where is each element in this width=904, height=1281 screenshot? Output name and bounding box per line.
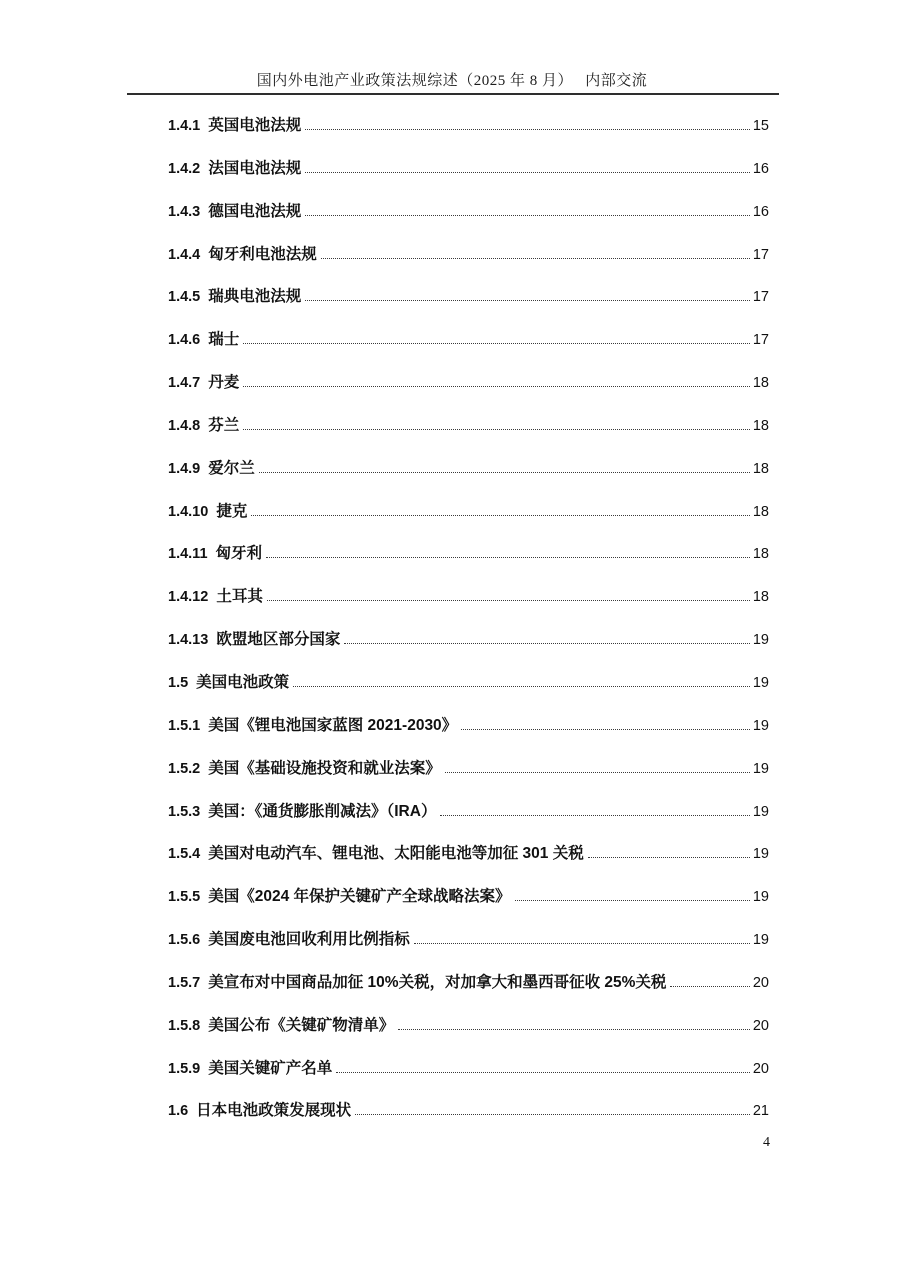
- toc-entry-page: 19: [752, 932, 769, 949]
- toc-entry-page: 18: [752, 375, 769, 392]
- toc-entry-title: 瑞典电池法规: [208, 288, 302, 306]
- toc-leader-dots: [305, 129, 750, 130]
- toc-entry[interactable]: [168, 288, 769, 331]
- toc-leader-dots: [440, 815, 749, 816]
- toc-entry[interactable]: [168, 803, 769, 846]
- toc-entry-number: 1.5.4: [168, 846, 201, 863]
- toc-entry[interactable]: [168, 1102, 769, 1145]
- footer-page-number: 4: [763, 1135, 770, 1150]
- toc-entry-number: 1.4.1: [168, 118, 201, 134]
- toc-entry-number: 1.4.9: [168, 460, 201, 477]
- toc-entry-number: 1.4.6: [168, 332, 201, 349]
- toc-leader-dots: [259, 472, 750, 473]
- toc-entry-page: 19: [752, 846, 769, 863]
- toc-leader-dots: [305, 172, 750, 173]
- toc-entry[interactable]: [168, 117, 769, 160]
- toc-entry-number: 1.5.2: [168, 760, 201, 777]
- toc-entry-title: 美国关键矿产名单: [208, 1059, 333, 1077]
- toc-entry-number: 1.4.2: [168, 160, 201, 177]
- toc-entry[interactable]: [168, 203, 769, 246]
- toc-entry-number: 1.4.3: [168, 203, 201, 220]
- toc-leader-dots: [355, 1114, 750, 1115]
- toc-entry-number: 1.6: [168, 1103, 189, 1120]
- toc-entry-title: 日本电池政策发展现状: [196, 1102, 352, 1120]
- toc-entry-title: 爱尔兰: [208, 459, 255, 477]
- toc-entry-number: 1.5.6: [168, 932, 201, 949]
- toc-entry-number: 1.5.1: [168, 717, 201, 734]
- toc-entry-page: 20: [752, 974, 769, 991]
- toc-entry-title: 美国对电动汽车、锂电池、太阳能电池等加征 301 关税: [208, 845, 584, 863]
- toc-entry[interactable]: [168, 417, 769, 460]
- toc-leader-dots: [293, 686, 750, 687]
- toc-leader-dots: [336, 1072, 750, 1073]
- toc-entry-title: 欧盟地区部分国家: [216, 631, 341, 649]
- toc-entry-page: 17: [752, 289, 769, 306]
- toc-leader-dots: [398, 1029, 750, 1030]
- toc-entry-page: 17: [752, 332, 769, 349]
- toc-entry-page: 20: [752, 1060, 769, 1077]
- toc-entry-page: 19: [752, 674, 769, 691]
- toc-entry-title: 美国《锂电池国家蓝图 2021-2030》: [208, 716, 458, 734]
- toc-leader-dots: [445, 772, 750, 773]
- toc-entry-number: 1.5.3: [168, 803, 201, 820]
- toc-entry-page: 19: [752, 717, 769, 734]
- toc-leader-dots: [251, 515, 750, 516]
- toc-entry[interactable]: [168, 974, 769, 1017]
- toc-leader-dots: [670, 986, 749, 987]
- toc-entry-title: 匈牙利: [215, 545, 263, 563]
- toc-entry-title: 美国《基础设施投资和就业法案》: [208, 759, 441, 777]
- toc-entry[interactable]: [168, 503, 769, 546]
- toc-entry-title: 美国电池政策: [196, 673, 290, 691]
- toc-leader-dots: [515, 900, 750, 901]
- toc-entry[interactable]: [168, 888, 769, 931]
- toc-entry[interactable]: [168, 545, 769, 588]
- toc-leader-dots: [414, 943, 750, 944]
- toc-entry-title: 美国公布《关键矿物清单》: [208, 1016, 395, 1034]
- toc-entry-page: 16: [752, 203, 769, 220]
- toc-entry[interactable]: [168, 1017, 769, 1060]
- toc-leader-dots: [588, 857, 750, 858]
- toc-entry-number: 1.5: [168, 674, 189, 691]
- toc-entry-number: 1.4.4: [168, 246, 201, 263]
- toc-entry-page: 15: [752, 118, 769, 134]
- toc-entry-title: 美国废电池回收利用比例指标: [208, 931, 410, 949]
- toc-leader-dots: [321, 258, 750, 259]
- toc-entry[interactable]: [168, 246, 769, 289]
- toc-entry-number: 1.5.8: [168, 1017, 201, 1034]
- toc-entry-title: 美国：《通货膨胀削减法》（IRA）: [208, 802, 437, 820]
- toc-entry-number: 1.5.7: [168, 974, 201, 991]
- toc-entry-page: 20: [752, 1017, 769, 1034]
- toc-entry[interactable]: [168, 160, 769, 203]
- toc-entry-number: 1.5.9: [168, 1060, 201, 1077]
- toc-entry[interactable]: [168, 460, 769, 503]
- toc-entry-page: 18: [752, 503, 769, 520]
- toc-entry-page: 18: [752, 546, 769, 563]
- toc-entry-page: 17: [752, 246, 769, 263]
- toc-entry-page: 21: [752, 1103, 769, 1120]
- toc-entry-number: 1.4.8: [168, 417, 201, 434]
- header-title: 国内外电池产业政策法规综述（2025 年 8 月） 内部交流: [256, 73, 648, 89]
- toc-entry-number: 1.4.7: [168, 375, 201, 392]
- toc-leader-dots: [267, 600, 750, 601]
- toc-entry-title: 美国《2024 年保护关键矿产全球战略法案》: [208, 888, 511, 906]
- toc-entry-page: 18: [752, 589, 769, 606]
- toc-entry-title: 丹麦: [208, 374, 240, 392]
- toc-entry[interactable]: [168, 588, 769, 631]
- toc-entry[interactable]: [168, 931, 769, 974]
- toc-entry-page: 18: [752, 417, 769, 434]
- toc-entry-title: 捷克: [216, 502, 248, 520]
- toc-leader-dots: [461, 729, 750, 730]
- toc-leader-dots: [305, 300, 750, 301]
- toc-entry-title: 匈牙利电池法规: [208, 245, 317, 263]
- toc-leader-dots: [305, 215, 750, 216]
- toc-entry-title: 瑞士: [208, 331, 240, 349]
- toc-entry-number: 1.5.5: [168, 889, 201, 906]
- header-rule: [127, 93, 779, 95]
- toc-entry-page: 19: [752, 760, 769, 777]
- toc-leader-dots: [344, 643, 750, 644]
- toc-entry-number: 1.4.11: [168, 546, 208, 563]
- toc-entry[interactable]: [168, 631, 769, 674]
- toc-entry[interactable]: [168, 1060, 769, 1103]
- toc-entry-title: 土耳其: [216, 588, 263, 606]
- toc-entry[interactable]: [168, 717, 769, 760]
- toc-entry-page: 19: [752, 632, 769, 649]
- toc-entry-number: 1.4.13: [168, 632, 209, 649]
- toc-entry[interactable]: [168, 760, 769, 803]
- toc-entry-title: 德国电池法规: [208, 202, 302, 220]
- toc-entry-title: 法国电池法规: [208, 159, 302, 177]
- toc-leader-dots: [243, 343, 750, 344]
- toc-entry[interactable]: [168, 845, 769, 888]
- toc-entry[interactable]: [168, 331, 769, 374]
- page-header: [0, 0, 904, 95]
- toc-entry-number: 1.4.5: [168, 289, 201, 306]
- toc-leader-dots: [243, 386, 750, 387]
- toc-entry-title: 英国电池法规: [208, 117, 302, 134]
- toc-entry-number: 1.4.12: [168, 589, 209, 606]
- toc-entry-title: 芬兰: [208, 416, 240, 434]
- toc-entry-page: 16: [752, 160, 769, 177]
- toc-entry-number: 1.4.10: [168, 503, 209, 520]
- toc-entry[interactable]: [168, 674, 769, 717]
- toc-leader-dots: [243, 429, 750, 430]
- toc-entry-page: 19: [752, 803, 769, 820]
- toc-list: [168, 117, 769, 1145]
- toc-entry-page: 18: [752, 460, 769, 477]
- toc-entry-page: 19: [752, 889, 769, 906]
- toc-entry-title: 美宣布对中国商品加征 10%关税，对加拿大和墨西哥征收 25%关税: [208, 973, 667, 991]
- toc-leader-dots: [266, 557, 750, 558]
- toc-entry[interactable]: [168, 374, 769, 417]
